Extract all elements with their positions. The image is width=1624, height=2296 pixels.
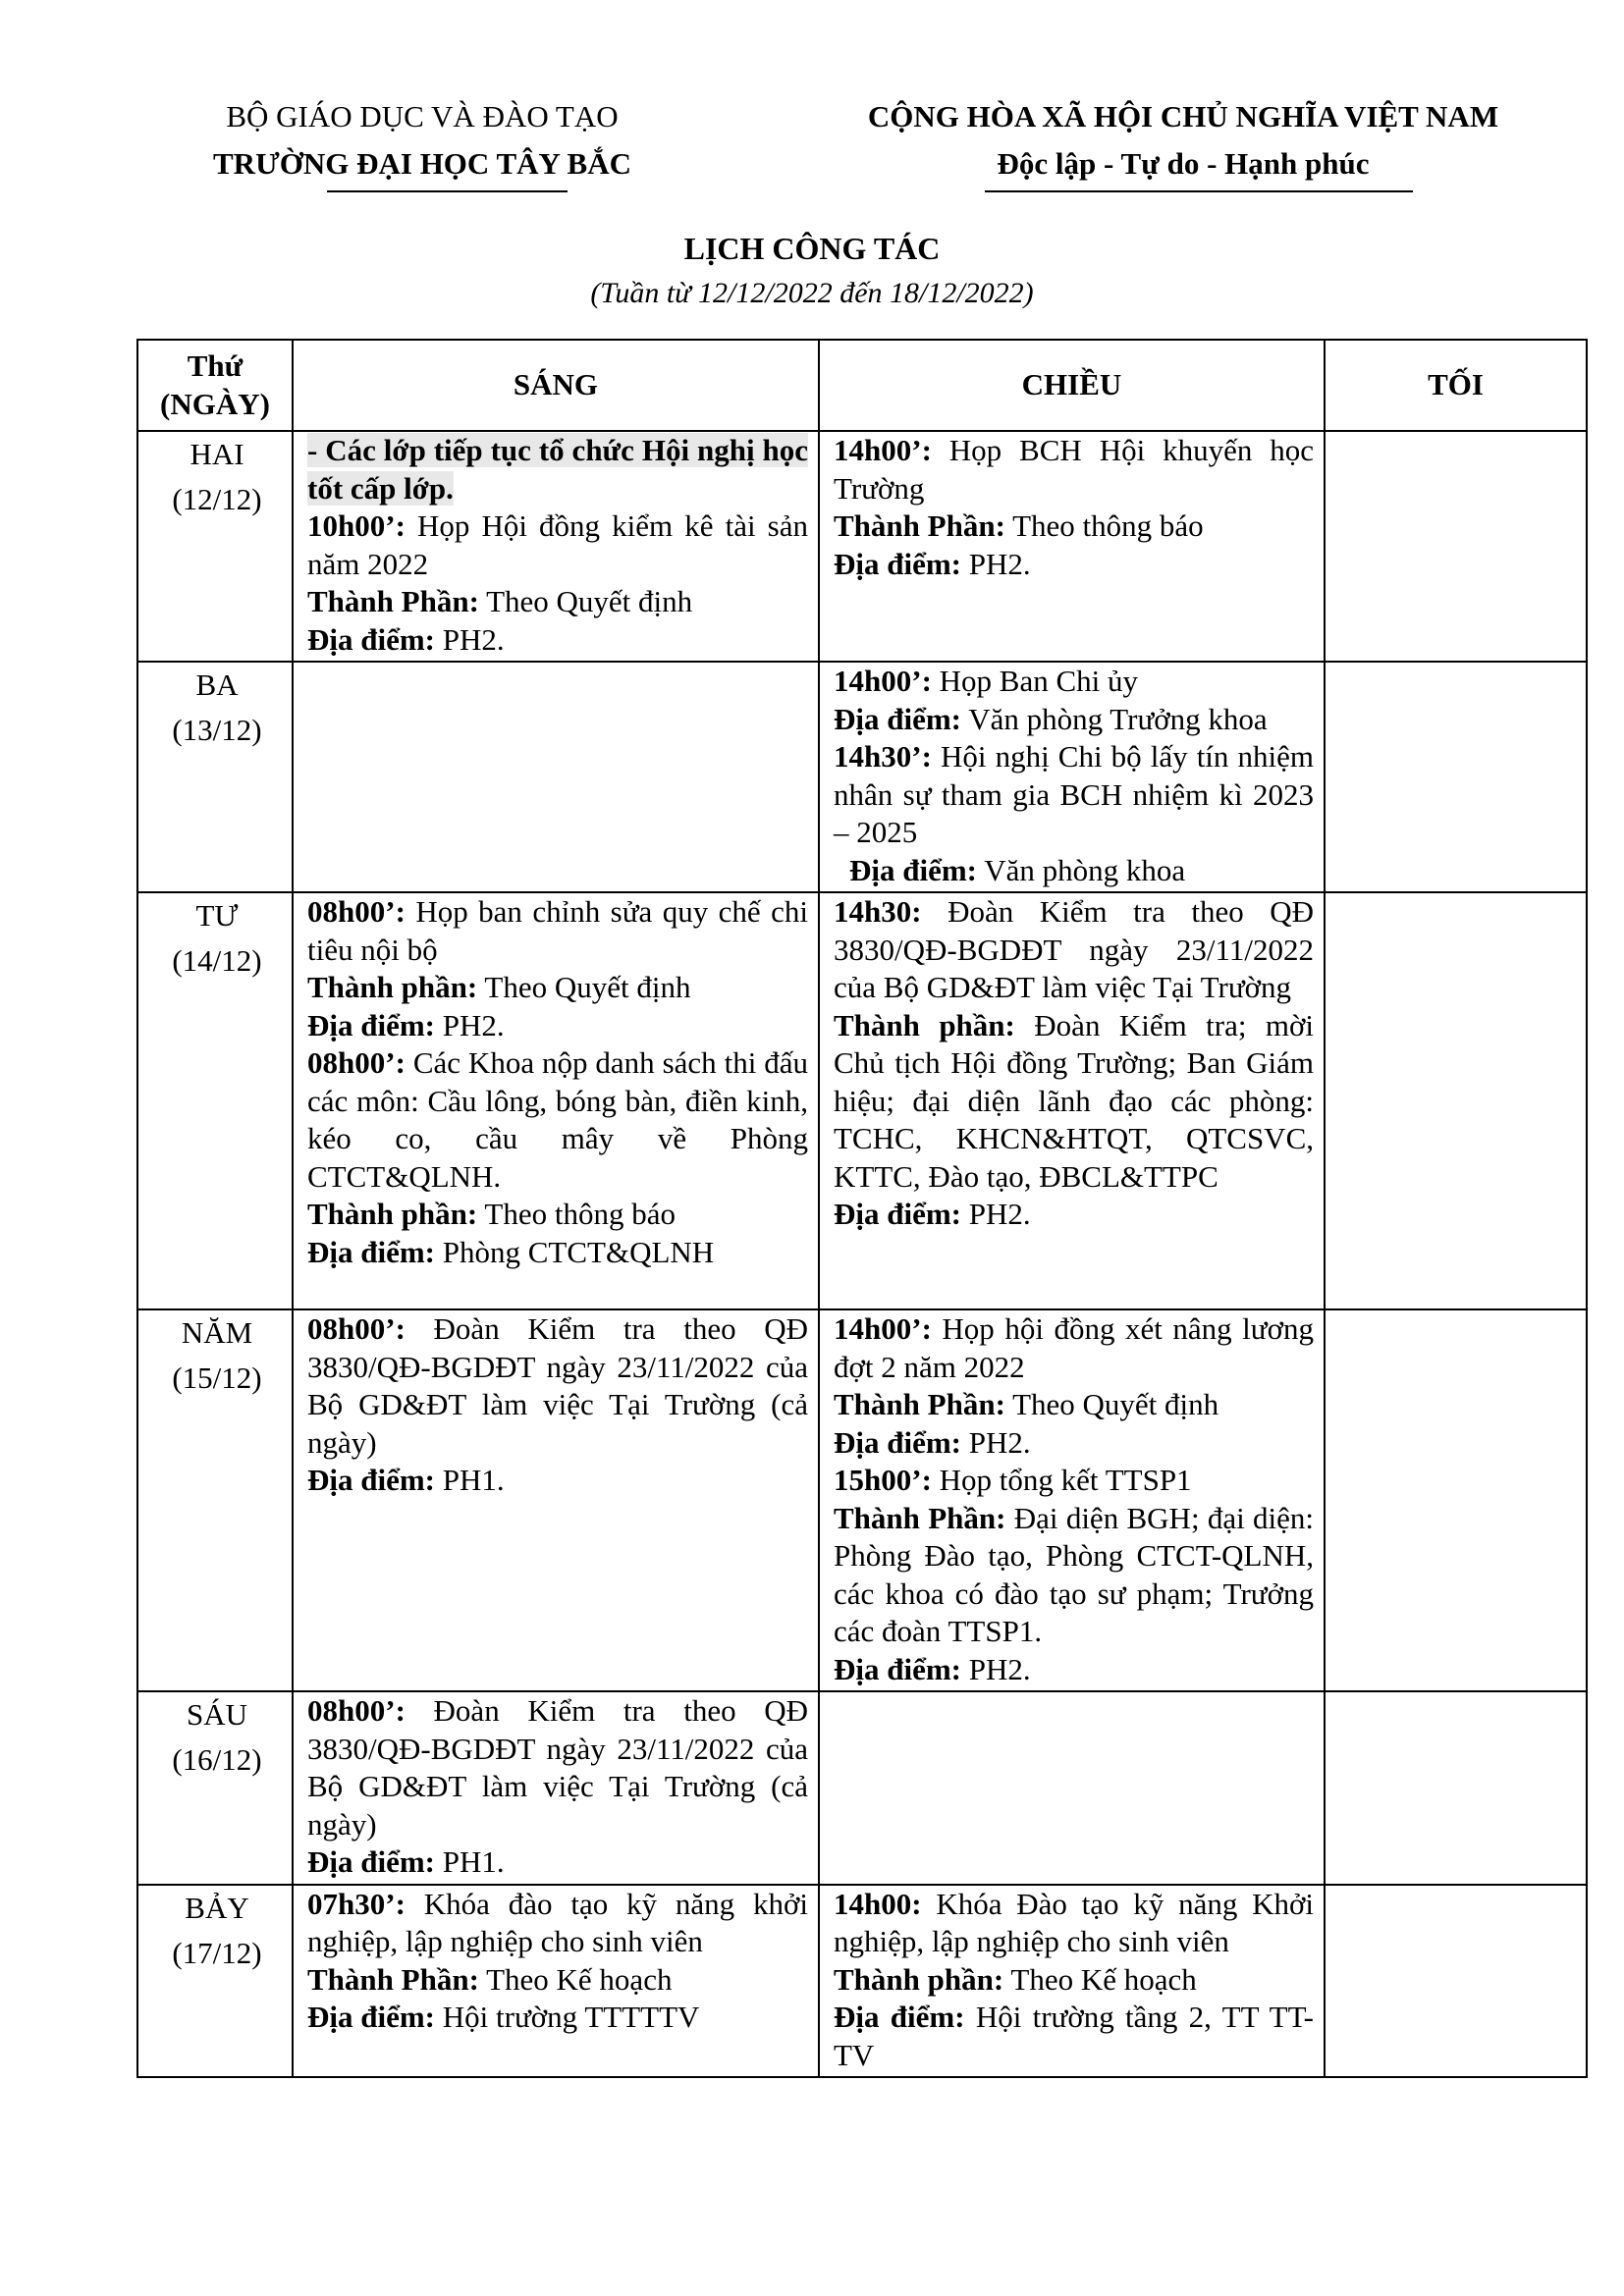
- schedule-table: [136, 339, 1588, 2078]
- event-text: Đoàn Kiểm tra theo QĐ 3830/QĐ-BGDĐT ngày 23/11/2022 của Bộ GD&ĐT làm việc Tại Trường (cả ngày): [307, 1693, 808, 1842]
- time-label: 14h00:: [834, 1886, 922, 1921]
- table-header-row: [137, 340, 1587, 431]
- location-label: Địa điểm:: [307, 2000, 436, 2034]
- participants-label: Thành phần:: [834, 1961, 1004, 1997]
- day-name: NĂM: [181, 1315, 253, 1350]
- morning-cell: [293, 431, 819, 662]
- location-label: Địa điểm:: [307, 1463, 436, 1497]
- national-motto: Độc lập - Tự do - Hạnh phúc: [997, 146, 1370, 181]
- event-text: Đoàn Kiểm tra theo QĐ 3830/QĐ-BGDĐT ngày 23/11/2022 của Bộ GD&ĐT làm việc Tại Trường: [834, 894, 1314, 1004]
- day-cell: [137, 1885, 293, 2078]
- table-row: [137, 662, 1587, 892]
- event-text: Họp tổng kết TTSP1: [939, 1463, 1192, 1497]
- event-text: Họp BCH Hội khuyến học Trường: [834, 433, 1314, 506]
- participants-value: Theo Kế hoạch: [1010, 1961, 1197, 1997]
- event-text: Hội nghị Chi bộ lấy tín nhiệm nhân sự tham gia BCH nhiệm kì 2023 – 2025: [834, 739, 1314, 849]
- location-label: Địa điểm:: [307, 1007, 436, 1042]
- location-value: PH2.: [968, 1651, 1031, 1686]
- day-cell: [137, 1691, 293, 1885]
- document-title: LỊCH CÔNG TÁC: [683, 231, 941, 266]
- day-date: (14/12): [172, 943, 262, 978]
- participants-label: Thành Phần:: [834, 508, 1005, 543]
- day-name: BẢY: [185, 1890, 249, 1925]
- participants-value: Theo Quyết định: [486, 584, 693, 618]
- location-value: PH2.: [968, 1424, 1031, 1460]
- location-value: PH2.: [442, 1007, 505, 1042]
- participants-label: Thành Phần:: [307, 1961, 479, 1997]
- table-row: [137, 1885, 1587, 2078]
- time-label: 14h30’:: [834, 739, 932, 774]
- event-text: Họp hội đồng xét nâng lương đợt 2 năm 2022: [834, 1311, 1314, 1384]
- location-label: Địa điểm:: [834, 546, 962, 581]
- day-name: HAI: [189, 437, 244, 471]
- header-left: [137, 93, 707, 187]
- time-label: 15h00’:: [834, 1463, 932, 1497]
- day-date: (13/12): [172, 713, 262, 747]
- location-value: Văn phòng Trưởng khoa: [968, 701, 1268, 736]
- location-label: Địa điểm:: [307, 1234, 436, 1269]
- location-label: Địa điểm:: [307, 621, 436, 657]
- time-label: 08h00’:: [307, 1045, 406, 1080]
- morning-cell: [293, 1885, 819, 2078]
- day-date: (12/12): [172, 482, 262, 516]
- morning-cell: [293, 892, 819, 1309]
- participants-value: Đoàn Kiểm tra; mời Chủ tịch Hội đồng Trường; Ban Giám hiệu; đại diện lãnh đạo các phòng: TCHC, KHCN&HTQT, QTCSVC, KTTC, Đào tạo, ĐBCL&TTPC: [834, 1007, 1314, 1194]
- participants-label: Thành Phần:: [307, 584, 479, 618]
- event-text: Họp ban chỉnh sửa quy chế chi tiêu nội bộ: [307, 894, 808, 967]
- day-name: BA: [195, 667, 239, 702]
- participants-value: Theo Quyết định: [1012, 1387, 1219, 1421]
- location-value: PH2.: [442, 621, 505, 657]
- schedule-note: - Các lớp tiếp tục tổ chức Hội nghị học tốt cấp lớp.: [307, 433, 808, 506]
- evening-cell: [1325, 662, 1587, 892]
- evening-cell: [1325, 1885, 1587, 2078]
- university-name: TRƯỜNG ĐẠI HỌC TÂY BẮC: [213, 146, 631, 181]
- participants-label: Thành phần:: [834, 1007, 1015, 1042]
- event-text: Khóa Đào tạo kỹ năng Khởi nghiệp, lập nghiệp cho sinh viên: [834, 1886, 1314, 1958]
- header-left-underline: [327, 190, 568, 192]
- time-label: 08h00’:: [307, 894, 406, 929]
- evening-cell: [1325, 431, 1587, 662]
- day-cell: [137, 1309, 293, 1691]
- day-name: TƯ: [195, 898, 239, 933]
- location-label: Địa điểm:: [834, 1197, 962, 1231]
- afternoon-cell: [819, 431, 1325, 662]
- evening-cell: [1325, 892, 1587, 1309]
- location-value: PH2.: [968, 1197, 1031, 1231]
- day-date: (17/12): [172, 1935, 262, 1970]
- location-value: Phòng CTCT&QLNH: [442, 1234, 715, 1269]
- location-label: Địa điểm:: [834, 1651, 962, 1686]
- republic-name: CỘNG HÒA XÃ HỘI CHỦ NGHĨA VIỆT NAM: [867, 99, 1499, 133]
- col-header-afternoon: CHIỀU: [819, 340, 1325, 431]
- location-label: Địa điểm:: [849, 852, 978, 887]
- time-label: 14h00’:: [834, 433, 932, 467]
- event-text: Họp Ban Chi ủy: [939, 664, 1139, 698]
- location-value: Văn phòng khoa: [984, 852, 1186, 887]
- time-label: 08h00’:: [307, 1693, 406, 1728]
- ministry-name: BỘ GIÁO DỤC VÀ ĐÀO TẠO: [226, 99, 619, 133]
- time-label: 14h00’:: [834, 1311, 932, 1346]
- table-row: [137, 892, 1587, 1309]
- col-header-evening: TỐI: [1325, 340, 1587, 431]
- document-subtitle: (Tuần từ 12/12/2022 đến 18/12/2022): [590, 277, 1034, 309]
- location-label: Địa điểm:: [307, 1844, 436, 1879]
- afternoon-cell: [819, 892, 1325, 1309]
- morning-cell: [293, 662, 819, 892]
- event-text: Họp Hội đồng kiểm kê tài sản năm 2022: [307, 508, 808, 581]
- location-label: Địa điểm:: [834, 2000, 965, 2034]
- time-label: 14h30:: [834, 894, 922, 929]
- table-row: [137, 1691, 1587, 1885]
- location-value: Hội trường tầng 2, TT TT-TV: [834, 2000, 1315, 2072]
- event-text: Các Khoa nộp danh sách thi đấu các môn: Cầu lông, bóng bàn, điền kinh, kéo co, cầu mây về Phòng CTCT&QLNH.: [307, 1045, 808, 1194]
- participants-label: Thành Phần:: [834, 1500, 1006, 1535]
- day-date: (15/12): [172, 1361, 262, 1395]
- location-label: Địa điểm:: [834, 701, 962, 736]
- participants-label: Thành Phần:: [834, 1387, 1005, 1421]
- table-row: [137, 431, 1587, 662]
- location-value: PH2.: [968, 546, 1031, 581]
- location-value: PH1.: [442, 1844, 505, 1879]
- participants-label: Thành phần:: [307, 970, 478, 1004]
- participants-value: Theo Quyết định: [484, 970, 691, 1004]
- header-right-underline: [985, 190, 1413, 192]
- afternoon-cell: [819, 1309, 1325, 1691]
- time-label: 14h00’:: [834, 664, 932, 698]
- time-label: 07h30’:: [307, 1886, 406, 1921]
- location-value: Hội trường TTTTTV: [442, 2000, 700, 2034]
- morning-cell: [293, 1691, 819, 1885]
- afternoon-cell: [819, 662, 1325, 892]
- morning-cell: [293, 1309, 819, 1691]
- evening-cell: [1325, 1691, 1587, 1885]
- participants-value: Theo thông báo: [484, 1197, 676, 1231]
- event-text: Khóa đào tạo kỹ năng khởi nghiệp, lập nghiệp cho sinh viên: [307, 1886, 808, 1958]
- day-cell: [137, 892, 293, 1309]
- day-name: SÁU: [186, 1697, 247, 1732]
- day-cell: [137, 662, 293, 892]
- time-label: 08h00’:: [307, 1311, 406, 1346]
- afternoon-cell: [819, 1885, 1325, 2078]
- col-header-day: Thứ (NGÀY): [137, 340, 293, 431]
- participants-value: Theo Kế hoạch: [486, 1961, 673, 1997]
- day-cell: [137, 431, 293, 662]
- col-header-morning: SÁNG: [293, 340, 819, 431]
- location-value: PH1.: [442, 1463, 505, 1497]
- participants-value: Đại diện BGH; đại diện: Phòng Đào tạo, Phòng CTCT-QLNH, các khoa có đào tạo sư phạm; Trưởng các đoàn TTSP1.: [834, 1500, 1315, 1648]
- location-label: Địa điểm:: [834, 1424, 962, 1460]
- day-date: (16/12): [172, 1742, 262, 1777]
- table-row: [137, 1309, 1587, 1691]
- time-label: 10h00’:: [307, 508, 406, 543]
- header-right: [825, 93, 1542, 187]
- participants-label: Thành phần:: [307, 1197, 478, 1231]
- evening-cell: [1325, 1309, 1587, 1691]
- participants-value: Theo thông báo: [1012, 508, 1204, 543]
- event-text: Đoàn Kiểm tra theo QĐ 3830/QĐ-BGDĐT ngày 23/11/2022 của Bộ GD&ĐT làm việc Tại Trường (cả ngày): [307, 1311, 808, 1460]
- afternoon-cell: [819, 1691, 1325, 1885]
